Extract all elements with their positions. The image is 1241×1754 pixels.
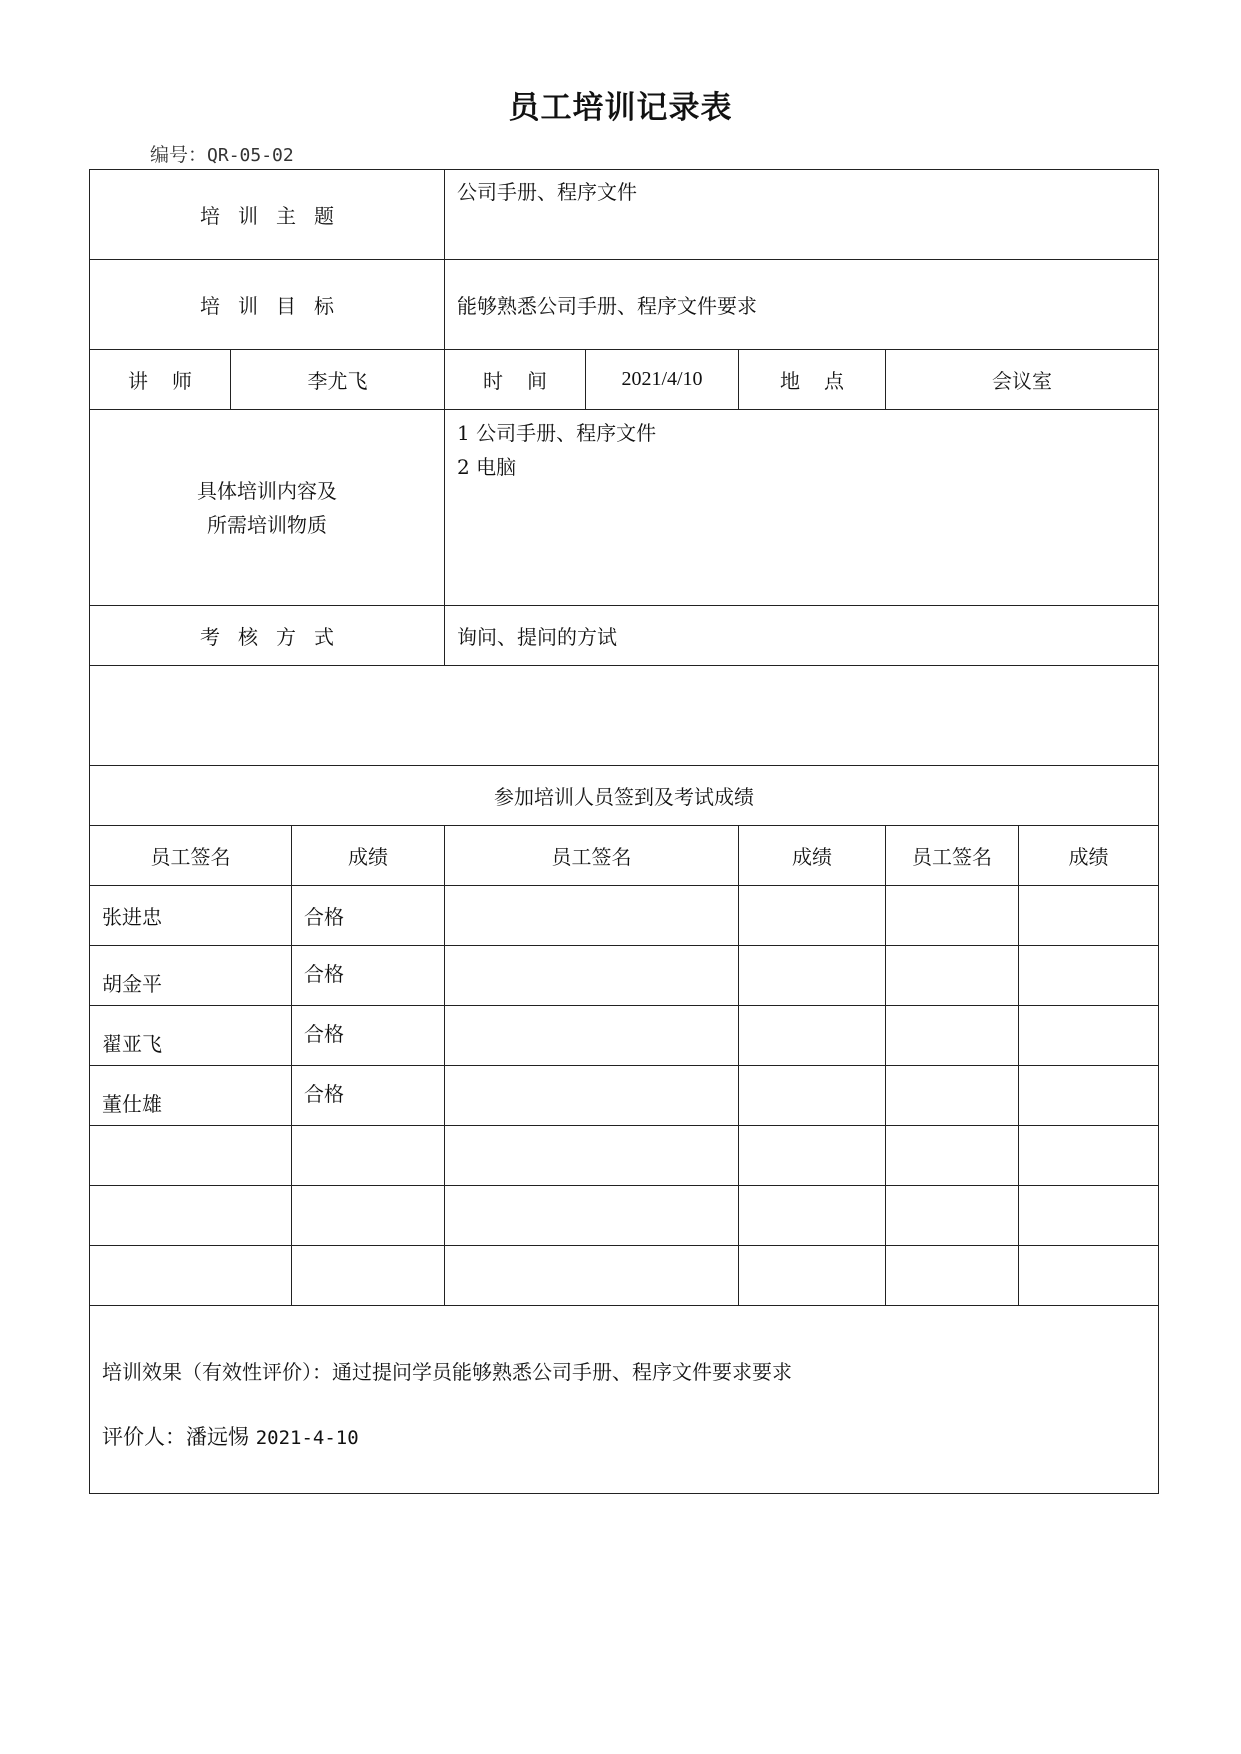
assessment-label: 考核方式: [90, 606, 445, 666]
signin-row: [90, 1066, 1159, 1126]
effect-row: [90, 1306, 1159, 1494]
signin-row: [90, 1006, 1159, 1066]
empty-cell: [739, 1006, 886, 1066]
empty-cell: [739, 886, 886, 946]
goal-label: 培训目标: [90, 260, 445, 350]
col-header-score: 成绩: [292, 826, 445, 886]
empty-cell: [292, 1246, 445, 1306]
empty-cell: [739, 1126, 886, 1186]
place-label: 地点: [739, 350, 886, 410]
topic-label: 培训主题: [90, 170, 445, 260]
goal-row: [90, 260, 1159, 350]
lecturer-label: 讲师: [90, 350, 231, 410]
empty-cell: [445, 1246, 739, 1306]
evaluation-date: 2021-4-10: [255, 1427, 359, 1449]
empty-cell: [445, 1066, 739, 1126]
empty-cell: [739, 1246, 886, 1306]
col-header-score: 成绩: [739, 826, 886, 886]
topic-value: 公司手册、程序文件: [445, 170, 1159, 260]
employee-score: 合格: [292, 1066, 445, 1126]
signin-header-row: [90, 826, 1159, 886]
empty-cell: [90, 1186, 292, 1246]
assessment-value: 询问、提问的方试: [445, 606, 1159, 666]
employee-score: 合格: [292, 886, 445, 946]
doc-number: [150, 140, 294, 167]
empty-cell: [292, 1126, 445, 1186]
evaluator-name: 潘远惕: [186, 1425, 249, 1449]
effect-label: 培训效果（有效性评价）：: [102, 1360, 332, 1384]
evaluator-line: [102, 1421, 1146, 1451]
topic-row: [90, 170, 1159, 260]
training-record-table: [89, 169, 1159, 1494]
empty-cell: [445, 946, 739, 1006]
empty-cell: [1019, 1246, 1159, 1306]
content-label-line1: 具体培训内容及: [197, 478, 337, 503]
empty-cell: [445, 1126, 739, 1186]
content-item: 2 电脑: [457, 455, 517, 479]
time-value: 2021/4/10: [586, 350, 739, 410]
empty-cell: [886, 886, 1019, 946]
empty-cell: [886, 1246, 1019, 1306]
content-item: 1 公司手册、程序文件: [457, 421, 657, 445]
employee-name: 胡金平: [90, 946, 292, 1006]
place-value: 会议室: [886, 350, 1159, 410]
effect-cell: [90, 1306, 1159, 1494]
blank-row: [90, 666, 1159, 766]
empty-cell: [292, 1186, 445, 1246]
signin-row: [90, 946, 1159, 1006]
empty-cell: [1019, 1186, 1159, 1246]
empty-cell: [90, 1126, 292, 1186]
empty-cell: [445, 1006, 739, 1066]
empty-cell: [739, 1066, 886, 1126]
signin-section-title: 参加培训人员签到及考试成绩: [90, 766, 1159, 826]
effect-line: [102, 1356, 1146, 1385]
doc-number-label: 编号：: [150, 144, 208, 166]
signin-row-empty: [90, 1126, 1159, 1186]
employee-name: 翟亚飞: [90, 1006, 292, 1066]
content-items: [445, 410, 1159, 606]
lecturer-value: 李尤飞: [231, 350, 445, 410]
signin-row-empty: [90, 1186, 1159, 1246]
empty-cell: [886, 1006, 1019, 1066]
assessment-row: [90, 606, 1159, 666]
col-header-name: 员工签名: [886, 826, 1019, 886]
blank-cell: [90, 666, 1159, 766]
signin-row: [90, 886, 1159, 946]
col-header-score: 成绩: [1019, 826, 1159, 886]
col-header-name: 员工签名: [445, 826, 739, 886]
employee-name: 董仕雄: [90, 1066, 292, 1126]
employee-score: 合格: [292, 946, 445, 1006]
empty-cell: [886, 1186, 1019, 1246]
meta-row: [90, 350, 1159, 410]
empty-cell: [445, 1186, 739, 1246]
col-header-name: 员工签名: [90, 826, 292, 886]
content-row: [90, 410, 1159, 606]
empty-cell: [886, 1126, 1019, 1186]
empty-cell: [1019, 1126, 1159, 1186]
empty-cell: [1019, 886, 1159, 946]
empty-cell: [90, 1246, 292, 1306]
doc-number-value: QR-05-02: [207, 145, 294, 166]
empty-cell: [886, 1066, 1019, 1126]
signin-title-row: [90, 766, 1159, 826]
empty-cell: [739, 946, 886, 1006]
content-label-line2: 所需培训物质: [207, 512, 327, 537]
evaluator-label: 评价人：: [102, 1425, 186, 1449]
empty-cell: [1019, 1006, 1159, 1066]
empty-cell: [1019, 946, 1159, 1006]
empty-cell: [1019, 1066, 1159, 1126]
employee-name: 张进忠: [90, 886, 292, 946]
employee-score: 合格: [292, 1006, 445, 1066]
goal-value: 能够熟悉公司手册、程序文件要求: [445, 260, 1159, 350]
content-label: [90, 410, 445, 606]
empty-cell: [886, 946, 1019, 1006]
empty-cell: [739, 1186, 886, 1246]
empty-cell: [445, 886, 739, 946]
page-title: 员工培训记录表: [508, 90, 733, 126]
signin-row-empty: [90, 1246, 1159, 1306]
time-label: 时间: [445, 350, 586, 410]
effect-value: 通过提问学员能够熟悉公司手册、程序文件要求要求: [332, 1360, 792, 1384]
